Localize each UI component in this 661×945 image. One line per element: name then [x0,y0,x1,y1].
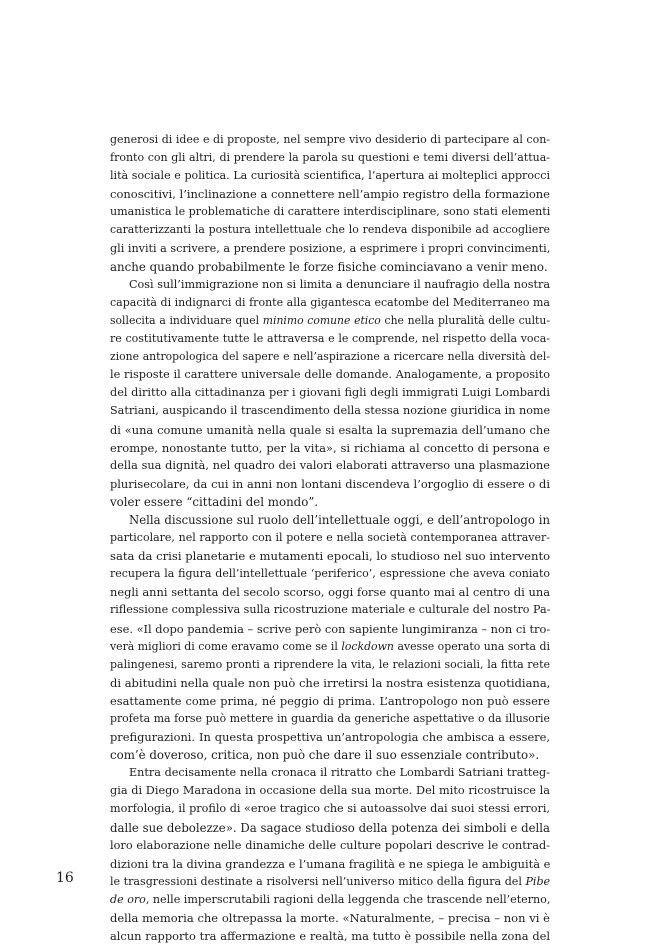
text-line: della memoria che oltrepassa la morte. «Naturalmente, – precisa – non vi è [110,911,550,926]
text-line: negli anni settanta del secolo scorso, oggi forse quanto mai al centro di una [110,585,550,600]
text-line: del diritto alla cittadinanza per i giovani figli degli immigrati Luigi Lombardi [110,386,550,400]
text-line: profeta ma forse può mettere in guardia da generiche aspettative o da illusorie [110,712,550,725]
page-number: 16 [56,870,74,886]
text-line: com’è doveroso, critica, non può che dare il suo essenziale contributo». [110,748,540,763]
text-line: dizioni tra la divina grandezza e l’umana fragilità e ne spiega le ambiguità e [110,856,551,871]
text-line: gli inviti a scrivere, a prendere posizione, a esprimere i propri convincimenti, [110,241,551,255]
text-line: Entra decisamente nella cronaca il ritratto che Lombardi Satriani tratteg- [129,766,550,780]
text-line: ese. «Il dopo pandemia – scrive però con sapiente lungimiranza – non ci tro- [110,621,551,636]
italic-term: de oro [110,892,146,906]
text-line: fronto con gli altri, di prendere la parola su questioni e temi diversi dell’attua- [110,151,550,165]
text-line: caratterizzanti la postura intellettuale che lo rendeva disponibile ad accogliere [110,223,550,237]
text-line: conoscitivi, l’inclinazione a connettere nell’ampio registro della formazione [110,187,550,202]
text-line: capacità di indignarci di fronte alla gigantesca ecatombe del Mediterraneo ma [110,295,550,309]
text-line: le risposte il carattere universale delle domande. Analogamente, a proposito [110,368,550,382]
text-line [110,891,550,909]
text-line: loro elaborazione nelle dinamiche delle culture popolari descrive le contrad- [110,838,550,852]
text-line [110,638,550,656]
text-line: Così sull’immigrazione non si limita a denunciare il naufragio della nostra [129,277,550,291]
text-line: lità sociale e politica. La curiosità scientifica, l’apertura ai molteplici approcci [110,169,550,183]
text-line: riflessione complessiva sulla ricostruzione materiale e culturale del nostro Pa- [110,603,551,617]
text-segment: sollecita a individuare quel [110,313,263,327]
text-line: alcun rapporto tra affermazione e realtà, ma tutto è possibile nella zona del [110,929,550,944]
text-line: di abitudini nella quale non può che irretirsi la nostra esistenza quotidiana, [110,675,551,690]
text-line: prefigurazioni. In questa prospettiva un’antropologia che ambisca a essere, [110,730,550,745]
text-line: della sua dignità, nel quadro dei valori elaborati attraverso una plasmazione [110,458,550,472]
text-segment: verà migliori di come eravamo come se il [110,639,342,653]
italic-term: Pibe [525,874,551,888]
text-line [110,312,550,330]
text-segment: le trasgressioni destinate a risolversi nell’universo mitico della figura del [110,874,526,888]
text-line: morfologia, il profilo di «eroe tragico che si autoassolve dai suoi stessi errori, [110,802,550,816]
text-line: plurisecolare, da cui in anni non lontani discendeva l’orgoglio di essere o di [110,476,550,491]
text-segment: avesse operato una sorta di [393,639,551,653]
text-line: erompe, nonostante tutto, per la vita», si richiama al concetto di persona e [110,440,550,455]
text-line: generosi di idee e di proposte, nel sempre vivo desiderio di partecipare al con- [110,133,550,146]
text-line: sata da crisi planetarie e mutamenti epocali, lo studioso nel suo intervento [110,549,551,564]
italic-term: lockdown [341,639,394,653]
text-segment: che nella pluralità delle cultu- [380,313,550,327]
text-line: di «una comune umanità nella quale si esalta la supremazia dell’umano che [110,422,550,437]
text-line: Satriani, auspicando il trascendimento della stessa nozione giuridica in nome [110,404,551,418]
text-line [110,873,550,891]
text-line: umanistica le problematiche di carattere interdisciplinare, sono stati elementi [110,205,551,219]
text-line: gia di Diego Maradona in occasione della sua morte. Del mito ricostruisce la [110,784,550,798]
text-line: voler essere “cittadini del mondo”. [110,494,319,509]
text-line: zione antropologica del sapere e nell’aspirazione a ricercare nella diversità del- [110,350,550,364]
text-line: palingenesi, saremo pronti a riprendere la vita, le relazioni sociali, la fitta rete [110,657,550,671]
text-segment: , nelle imperscrutabili ragioni della leggenda che trascende nell’eterno, [145,892,551,906]
text-line: esattamente come prima, né peggio di prima. L’antropologo non può essere [110,693,550,708]
text-line: Nella discussione sul ruolo dell’intellettuale oggi, e dell’antropologo in [129,512,550,527]
italic-term: minimo comune etico [262,313,381,327]
body-text [110,131,550,945]
text-line: recupera la figura dell’intellettuale ‘periferico’, espressione che aveva coniato [110,567,550,581]
text-line: anche quando probabilmente le forze fisiche cominciavano a venir meno. [110,259,548,274]
text-line: dalle sue debolezze». Da sagace studioso della potenza dei simboli e della [110,820,550,835]
text-line: re costitutivamente tutte le attraversa e le comprende, nel rispetto della voca- [110,332,550,346]
text-line: particolare, nel rapporto con il potere e nella società contemporanea attraver- [110,531,550,545]
